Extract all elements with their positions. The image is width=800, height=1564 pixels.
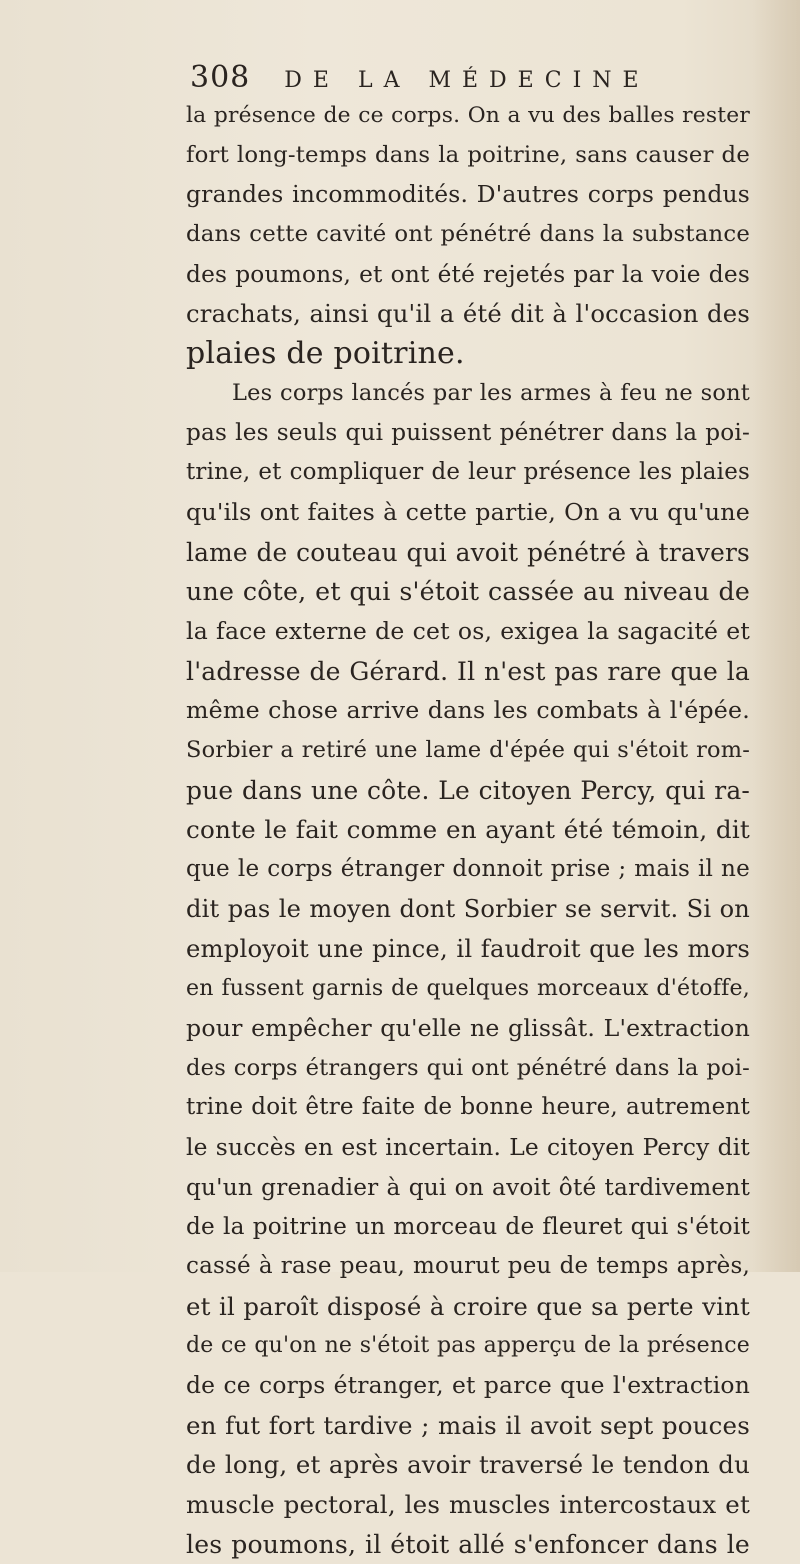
text-line: que le corps étranger donnoit prise ; mais il ne — [186, 856, 750, 883]
text-line: la présence de ce corps. On a vu des balles rester — [186, 103, 750, 128]
text-line: de la poitrine un morceau de fleuret qui s'étoit — [186, 1213, 750, 1241]
text-line: conte le fait comme en ayant été témoin, dit — [186, 815, 750, 845]
text-line: des poumons, et ont été rejetés par la voie des — [186, 260, 750, 288]
text-line: des corps étrangers qui ont pénétré dans la poi- — [186, 1054, 750, 1081]
text-line: qu'ils ont faites à cette partie, On a vu qu'une — [186, 497, 750, 526]
text-line: en fut fort tardive ; mais il avoit sept pouces — [186, 1410, 750, 1440]
text-line: dans cette cavité ont pénétré dans la substance — [186, 221, 750, 248]
text-line: et il paroît disposé à croire que sa perte vint — [186, 1291, 750, 1321]
text-line: de ce qu'on ne s'étoit pas apperçu de la présence — [186, 1333, 750, 1359]
text-line: Sorbier a retiré une lame d'épée qui s'étoit rom- — [186, 737, 750, 763]
paragraph-start-line: Les corps lancés par les armes à feu ne sont — [232, 379, 750, 406]
text-line: la face externe de cet os, exigea la sagacité et — [186, 616, 750, 645]
text-line: même chose arrive dans les combats à l'épée. — [186, 696, 750, 725]
text-line: qu'un grenadier à qui on avoit ôté tardivement — [186, 1173, 750, 1201]
text-line: lame de couteau qui avoit pénétré à travers — [186, 537, 750, 567]
page-edge-shading — [752, 0, 800, 1272]
text-line: les poumons, il étoit allé s'enfoncer dans le — [186, 1529, 750, 1559]
page-number: 308 — [190, 60, 251, 95]
text-line: l'adresse de Gérard. Il n'est pas rare que la — [186, 656, 750, 686]
text-line: pas les seuls qui puissent pénétrer dans la poi- — [186, 419, 750, 446]
text-line: le succès en est incertain. Le citoyen Percy dit — [186, 1132, 750, 1161]
text-line: crachats, ainsi qu'il a été dit à l'occasion des — [186, 299, 750, 329]
text-line: en fussent garnis de quelques morceaux d'étoffe, — [186, 976, 750, 1002]
text-line: muscle pectoral, les muscles intercostaux et — [186, 1490, 750, 1520]
text-line: pour empêcher qu'elle ne glissât. L'extraction — [186, 1013, 750, 1042]
text-line: trine doit être faite de bonne heure, autrement — [186, 1094, 750, 1121]
body-text — [186, 96, 750, 1564]
running-title: DE LA MÉDECINE — [284, 68, 650, 93]
text-line: de long, et après avoir traversé le tendon du — [186, 1450, 750, 1480]
text-line: cassé à rase peau, mourut peu de temps après, — [186, 1252, 750, 1279]
text-line: trine, et compliquer de leur présence les plaies — [186, 459, 750, 486]
text-line: fort long-temps dans la poitrine, sans causer de — [186, 141, 750, 168]
text-line: employoit une pince, il faudroit que les mors — [186, 934, 750, 964]
text-line: une côte, et qui s'étoit cassée au niveau de — [186, 577, 750, 607]
text-line: de ce corps étranger, et parce que l'extraction — [186, 1371, 750, 1399]
text-line: grandes incommodités. D'autres corps pendus — [186, 180, 750, 209]
paragraph-end-line: plaies de poitrine. — [186, 336, 465, 372]
text-line: dit pas le moyen dont Sorbier se servit. Si on — [186, 894, 750, 923]
text-line: pue dans une côte. Le citoyen Percy, qui ra- — [186, 775, 750, 805]
page-header — [190, 60, 750, 100]
